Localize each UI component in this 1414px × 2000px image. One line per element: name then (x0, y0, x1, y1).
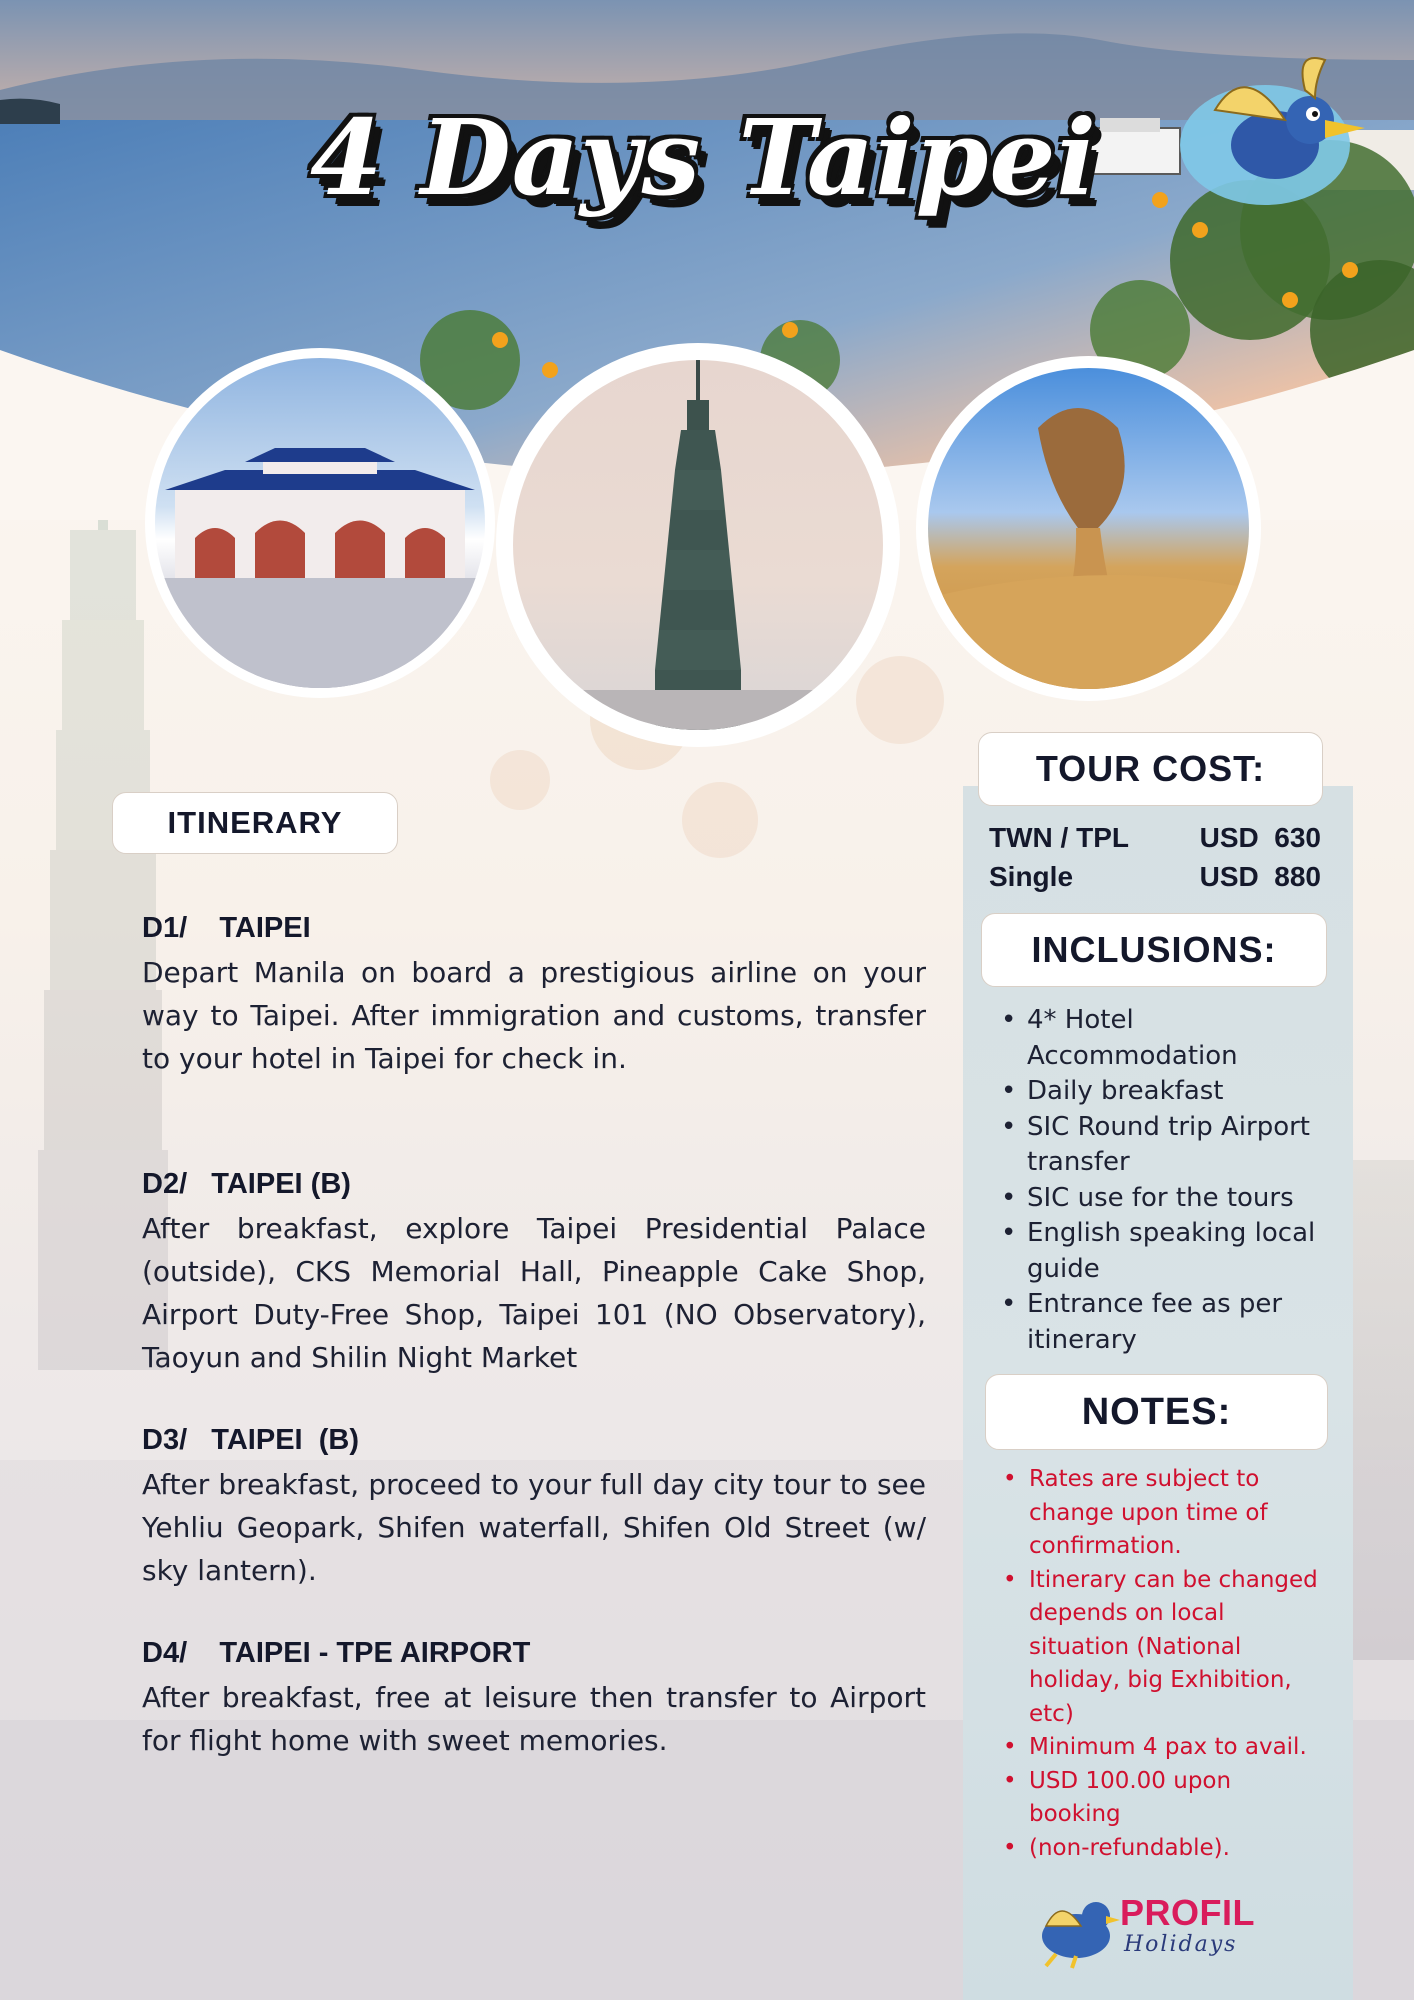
note-item: • Rates are subject to change upon time of confirmation. (999, 1463, 1329, 1564)
room-type: TWN / TPL (989, 822, 1129, 853)
cost-row (989, 822, 1321, 854)
day-heading: D3/ TAIPEI (B) (142, 1424, 359, 1456)
day-heading: D4/ TAIPEI - TPE AIRPORT (142, 1637, 531, 1669)
inclusion-item: • SIC use for the tours (997, 1181, 1327, 1217)
logo-wordmark: PROFIL (1120, 1892, 1255, 1933)
note-item: • Itinerary can be changed depends on local situation (National holiday, big Exhibition, etc) (999, 1564, 1329, 1732)
tour-cost-heading: TOUR COST: (978, 732, 1323, 806)
room-type: Single (989, 861, 1074, 892)
memorial-hall-photo (145, 348, 495, 698)
note-item: • (non-refundable). (999, 1832, 1329, 1866)
cost-row (989, 861, 1321, 893)
room-price: USD 880 (1199, 861, 1321, 892)
notes-list (999, 1463, 1329, 1865)
profil-holidays-logo (1036, 1886, 1276, 1970)
logo-subtitle: Holidays (1124, 1932, 1238, 1957)
day-heading: D2/ TAIPEI (B) (142, 1168, 351, 1200)
day-heading: D1/ TAIPEI (142, 912, 311, 944)
inclusions-list (997, 1003, 1327, 1358)
yehliu-queens-head-photo (916, 356, 1261, 701)
day-description: After breakfast, explore Taipei Presidential Palace (outside), CKS Memorial Hall, Pineapple Cake Shop, Airport Duty-Free Shop, Taipei 101 (NO Observatory), Taoyun and Shilin Night Market (142, 1212, 926, 1374)
bird-mascot-icon (1175, 50, 1375, 230)
inclusion-item: • Entrance fee as per itinerary (997, 1287, 1327, 1358)
day-description: Depart Manila on board a prestigious airline on your way to Taipei. After immigration and customs, transfer to your hotel in Taipei for check in. (142, 956, 926, 1075)
room-price: USD 630 (1199, 822, 1321, 853)
itinerary-heading: ITINERARY (112, 792, 398, 854)
inclusion-item: • 4* Hotel Accommodation (997, 1003, 1327, 1074)
taipei-101-photo (496, 343, 900, 747)
notes-heading: NOTES: (985, 1374, 1328, 1450)
day-2-section (142, 1168, 926, 1379)
day-description: After breakfast, free at leisure then transfer to Airport for flight home with sweet memories. (142, 1681, 926, 1757)
inclusions-heading: INCLUSIONS: (981, 913, 1327, 987)
day-3-section (142, 1424, 926, 1592)
day-description: After breakfast, proceed to your full day city tour to see Yehliu Geopark, Shifen waterfall, Shifen Old Street (w/ sky lantern). (142, 1468, 926, 1587)
note-item: • Minimum 4 pax to avail. (999, 1731, 1329, 1765)
day-1-section (142, 912, 926, 1080)
day-4-section (142, 1637, 926, 1762)
note-item: • USD 100.00 upon booking (999, 1765, 1329, 1832)
inclusion-item: • SIC Round trip Airport transfer (997, 1110, 1327, 1181)
bird-logo-icon (1036, 1886, 1120, 1970)
inclusion-item: • Daily breakfast (997, 1074, 1327, 1110)
inclusion-item: • English speaking local guide (997, 1216, 1327, 1287)
page-title: 4 Days Taipei (310, 96, 1098, 219)
